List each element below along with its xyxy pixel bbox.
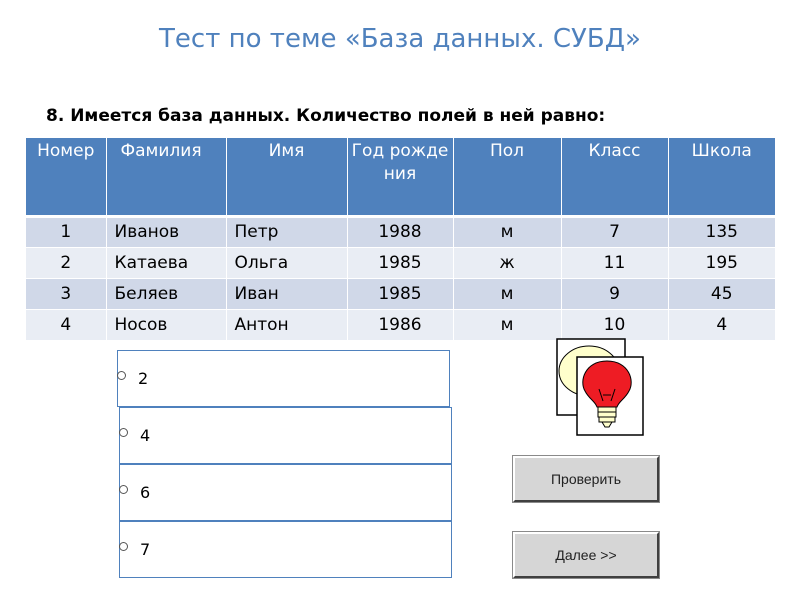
table-cell: 4 bbox=[668, 309, 775, 340]
table-cell: 195 bbox=[668, 247, 775, 278]
table-cell: Катаева bbox=[106, 247, 226, 278]
table-cell: 7 bbox=[561, 216, 668, 247]
column-header-name: Имя bbox=[226, 138, 347, 216]
answer-option-4[interactable] bbox=[119, 521, 452, 578]
table-cell: Ольга bbox=[226, 247, 347, 278]
table-cell: Антон bbox=[226, 309, 347, 340]
answer-option-label: 2 bbox=[138, 369, 149, 388]
answer-option-label: 4 bbox=[140, 426, 151, 445]
column-header-gender: Пол bbox=[453, 138, 561, 216]
column-header-grade: Класс bbox=[561, 138, 668, 216]
question-text: 8. Имеется база данных. Количество полей в ней равно: bbox=[46, 106, 606, 126]
table-cell: 3 bbox=[26, 278, 106, 309]
lightbulb-icon bbox=[555, 337, 645, 437]
table-header-row bbox=[26, 138, 775, 216]
table-cell: ж bbox=[453, 247, 561, 278]
table-cell: 45 bbox=[668, 278, 775, 309]
table-cell: Иван bbox=[226, 278, 347, 309]
table-cell: 2 bbox=[26, 247, 106, 278]
table-cell: 1986 bbox=[347, 309, 453, 340]
answer-option-1[interactable] bbox=[117, 350, 450, 407]
column-header-number: Номер bbox=[26, 138, 106, 216]
table-row bbox=[26, 309, 775, 340]
next-button[interactable]: Далее >> bbox=[513, 532, 659, 578]
column-header-birth-year: Год рождения bbox=[347, 138, 453, 216]
table-cell: 4 bbox=[26, 309, 106, 340]
answer-option-3[interactable] bbox=[119, 464, 452, 521]
table-cell: 9 bbox=[561, 278, 668, 309]
table-cell: 10 bbox=[561, 309, 668, 340]
table-cell: м bbox=[453, 309, 561, 340]
table-cell: 135 bbox=[668, 216, 775, 247]
table-cell: 1 bbox=[26, 216, 106, 247]
table-cell: Беляев bbox=[106, 278, 226, 309]
table-row bbox=[26, 278, 775, 309]
table-cell: Носов bbox=[106, 309, 226, 340]
table-cell: 1985 bbox=[347, 247, 453, 278]
check-button[interactable]: Проверить bbox=[513, 456, 659, 502]
table-cell: 1985 bbox=[347, 278, 453, 309]
answer-option-label: 6 bbox=[140, 483, 151, 502]
table-cell: Иванов bbox=[106, 216, 226, 247]
answer-option-2[interactable] bbox=[119, 407, 452, 464]
column-header-school: Школа bbox=[668, 138, 775, 216]
table-cell: Петр bbox=[226, 216, 347, 247]
radio-button[interactable] bbox=[117, 371, 126, 380]
page-title: Тест по теме «База данных. СУБД» bbox=[159, 24, 641, 54]
table-cell: м bbox=[453, 216, 561, 247]
radio-button[interactable] bbox=[119, 485, 128, 494]
radio-button[interactable] bbox=[119, 428, 128, 437]
table-row bbox=[26, 247, 775, 278]
table-row bbox=[26, 216, 775, 247]
database-table bbox=[26, 138, 775, 341]
answer-option-label: 7 bbox=[140, 540, 151, 559]
table-cell: 1988 bbox=[347, 216, 453, 247]
column-header-surname: Фамилия bbox=[106, 138, 226, 216]
radio-button[interactable] bbox=[119, 542, 128, 551]
table-cell: м bbox=[453, 278, 561, 309]
table-cell: 11 bbox=[561, 247, 668, 278]
